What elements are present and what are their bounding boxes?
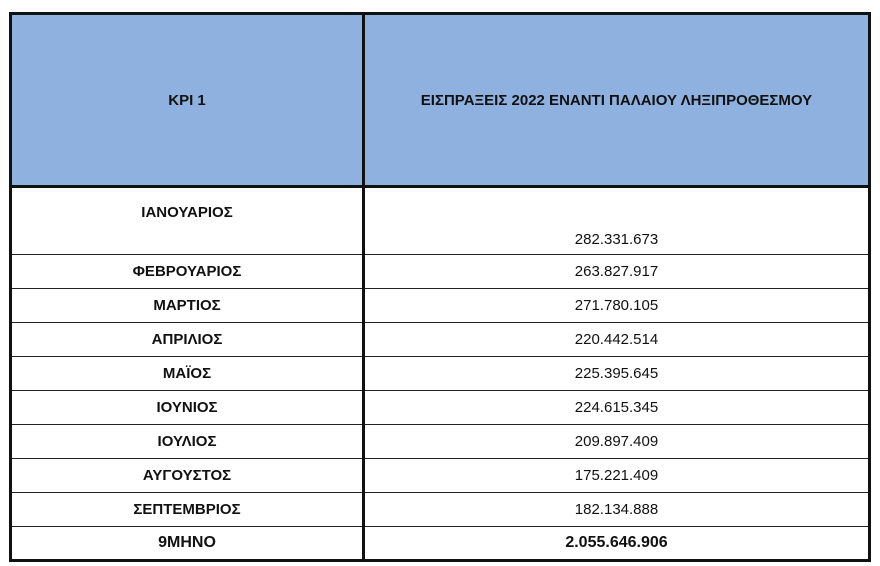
total-row [11, 527, 870, 561]
value-cell: 282.331.673 [364, 187, 870, 255]
table-row [11, 391, 870, 425]
month-cell: ΣΕΠΤΕΜΒΡΙΟΣ [11, 493, 364, 527]
value-cell: 224.615.345 [364, 391, 870, 425]
table-row [11, 187, 870, 255]
kpi-table-container [9, 12, 871, 562]
value-cell: 271.780.105 [364, 289, 870, 323]
table-row [11, 323, 870, 357]
month-cell: ΜΑΡΤΙΟΣ [11, 289, 364, 323]
value-cell: 225.395.645 [364, 357, 870, 391]
table-row [11, 459, 870, 493]
value-cell: 209.897.409 [364, 425, 870, 459]
month-cell: ΑΠΡΙΛΙΟΣ [11, 323, 364, 357]
month-cell: ΦΕΒΡΟΥΑΡΙΟΣ [11, 255, 364, 289]
month-cell: ΜΑΪΟΣ [11, 357, 364, 391]
kpi-table [9, 12, 871, 562]
total-label: 9ΜΗΝΟ [11, 527, 364, 561]
header-row [11, 14, 870, 187]
header-collections: ΕΙΣΠΡΑΞΕΙΣ 2022 ΕΝΑΝΤΙ ΠΑΛΑΙΟΥ ΛΗΞΙΠΡΟΘΕΣΜΟΥ [364, 14, 870, 187]
value-cell: 175.221.409 [364, 459, 870, 493]
month-cell: ΙΟΥΛΙΟΣ [11, 425, 364, 459]
total-value: 2.055.646.906 [364, 527, 870, 561]
month-cell: ΑΥΓΟΥΣΤΟΣ [11, 459, 364, 493]
value-cell: 263.827.917 [364, 255, 870, 289]
header-kpi: KPI 1 [11, 14, 364, 187]
table-row [11, 493, 870, 527]
value-cell: 182.134.888 [364, 493, 870, 527]
table-row [11, 357, 870, 391]
table-row [11, 425, 870, 459]
value-cell: 220.442.514 [364, 323, 870, 357]
table-row [11, 289, 870, 323]
table-row [11, 255, 870, 289]
month-cell: ΙΟΥΝΙΟΣ [11, 391, 364, 425]
month-cell: ΙΑΝΟΥΑΡΙΟΣ [11, 187, 364, 255]
